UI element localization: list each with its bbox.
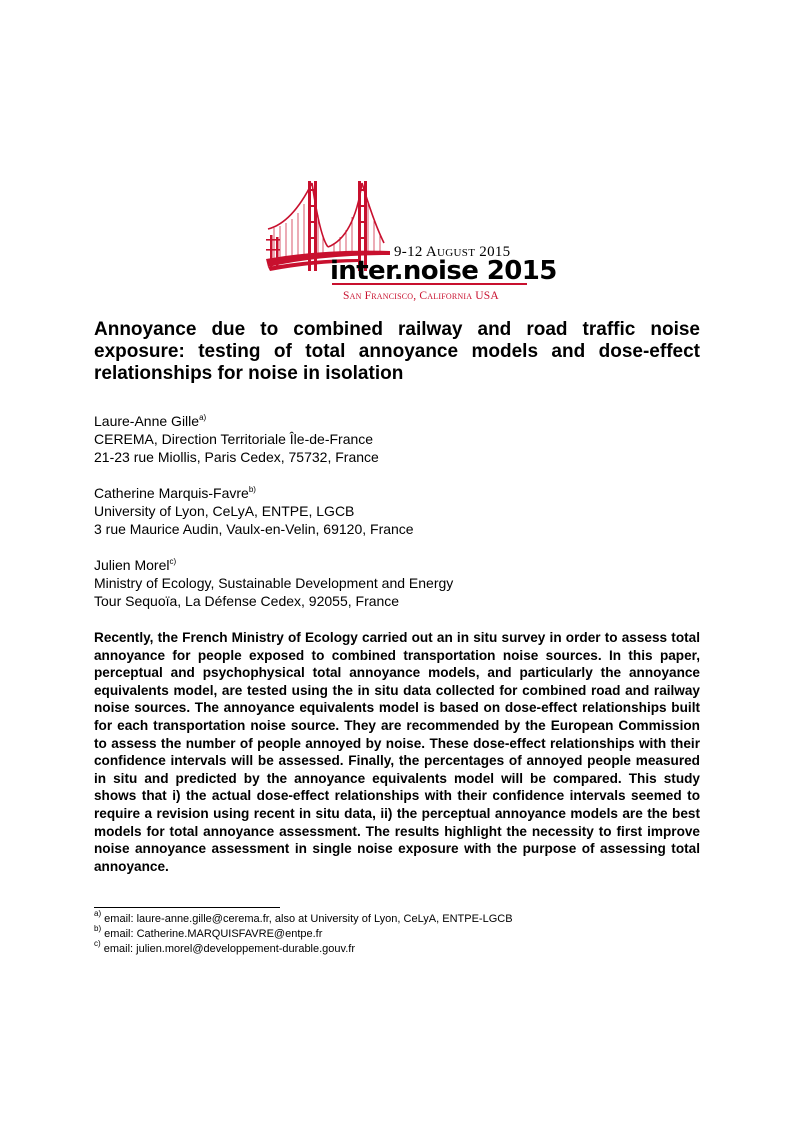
footnotes xyxy=(94,909,714,957)
conference-location: San Francisco, California USA xyxy=(343,290,499,302)
author-address: 3 rue Maurice Audin, Vaulx-en-Velin, 69120, France xyxy=(94,521,414,537)
author-block xyxy=(94,556,714,610)
footnote-mark: c) xyxy=(94,939,101,948)
conference-logo xyxy=(262,175,557,305)
author-address: 21-23 rue Miollis, Paris Cedex, 75732, France xyxy=(94,449,379,465)
author-mark: a) xyxy=(199,413,207,422)
author-block xyxy=(94,484,714,538)
author-name: Laure-Anne Gille$^{a)}$ xyxy=(94,413,207,429)
footnote-mark: b) xyxy=(94,924,102,933)
author-affiliation: Ministry of Ecology, Sustainable Development and Energy xyxy=(94,575,454,591)
footnote-divider xyxy=(94,907,280,908)
author-name: Catherine Marquis-Favre$^{b)}$ xyxy=(94,485,256,501)
conference-date: 9-12 August 2015 xyxy=(394,244,511,260)
author-address: Tour Sequoïa, La Défense Cedex, 92055, France xyxy=(94,593,400,609)
footnote xyxy=(94,909,714,927)
footnote-email: email: Catherine.MARQUISFAVRE@entpe.fr xyxy=(101,928,323,940)
author-mark: b) xyxy=(248,485,256,494)
footnote-mark: a) xyxy=(94,909,102,918)
author-affiliation: CEREMA, Direction Territoriale Île-de-France xyxy=(94,431,374,447)
footnote-email: email: julien.morel@developpement-durable.gouv.fr xyxy=(100,943,355,955)
author-mark: c) xyxy=(169,557,177,566)
abstract: Recently, the French Ministry of Ecology carried out an in situ survey in order to assess total annoyance for people exposed to combined transportation noise sources. In this paper, perceptual and psychophysical total annoyance models, and particularly the annoyance equivalents model, are tested using the in situ data collected for combined road and railway noise sources. The annoyance equivalents model is based on dose-effect relationships built for each transportation noise source. They are recommended by the European Commission to assess the number of people annoyed by noise. These dose-effect relationships with their confidence intervals will be assessed. Finally, the percentages of annoyed people measured in situ and predicted by the annoyance equivalents model will be compared. This study shows that i) the actual dose-effect relationships with their confidence intervals seemed to require a revision using recent in situ data, ii) the perceptual annoyance models are the best models for total annoyance assessment. The results highlight the necessity to first improve noise annoyance assessment in single noise exposure with the purpose of assessing total annoyance. xyxy=(94,630,700,874)
conference-brand: inter.noise 2015 xyxy=(330,256,557,286)
footnote xyxy=(94,924,714,942)
footnote-email: email: laure-anne.gille@cerema.fr, also at University of Lyon, CeLyA, ENTPE-LGCB xyxy=(101,913,513,925)
author-affiliation: University of Lyon, CeLyA, ENTPE, LGCB xyxy=(94,503,355,519)
footnote xyxy=(94,939,714,957)
paper-title: Annoyance due to combined railway and road traffic noise exposure: testing of total annoyance models and dose-effect relationships for noise in isolation xyxy=(94,319,700,384)
author-name: Julien Morel$^{c)}$ xyxy=(94,557,177,573)
author-block xyxy=(94,412,714,466)
